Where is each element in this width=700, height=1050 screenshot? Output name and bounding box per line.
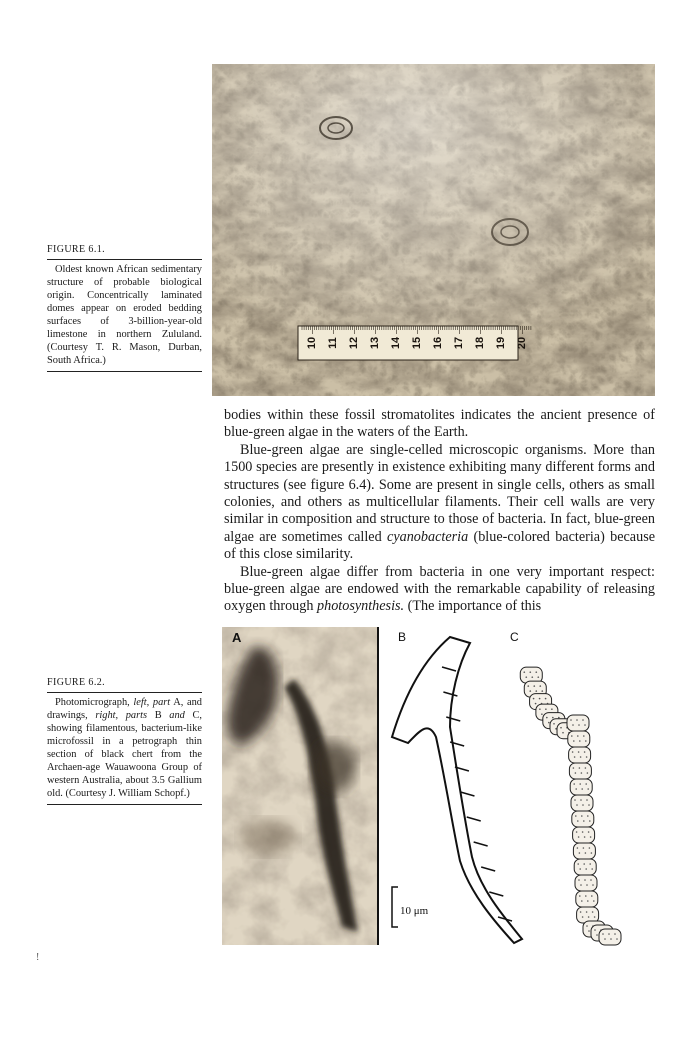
scale-tick-label: 11 (326, 337, 339, 349)
panel-a-photomicrograph (222, 627, 378, 945)
scale-tick-label: 12 (347, 336, 360, 350)
scale-tick-label: 14 (389, 336, 402, 350)
figure-caption-text: Photomicrograph, left, part A, and drawings, right, parts B and C, showing filamentous, bacterium-like microfossil in a petrograph thin section of black chert from the Archaen-age Wauawoona Group of western Australia, about 3.5 Gallium old. (Courtesy J. William Schopf.) (47, 693, 202, 805)
measuring-scale (298, 326, 531, 360)
panel-a-label: A (232, 630, 242, 645)
scale-tick-label: 18 (473, 336, 486, 350)
panel-c-drawing (510, 630, 621, 945)
panel-b-drawing (392, 630, 522, 943)
figure-label: FIGURE 6.2. (47, 677, 202, 693)
scale-bar (392, 887, 429, 927)
scale-tick-label: 13 (368, 336, 381, 350)
panel-b-label: B (398, 630, 407, 644)
figure-6-1-caption (47, 244, 202, 372)
paragraph: Blue-green algae are single-celled microscopic organisms. More than 1500 species are presently in existence exhibiting many different forms and structures (see figure 6.4). Some are present in single cells, others as small colonies, and others as multicellular filaments. Their cell walls are very similar in composition and structure to those of bacteria. In fact, blue-green algae are sometimes called cyanobacteria (blue-colored bacteria) because of this close similarity. (224, 441, 656, 563)
figure-6-2-caption (47, 677, 202, 805)
microfossil-figure (222, 627, 642, 947)
scale-tick-label: 16 (431, 336, 444, 350)
scale-tick-label: 17 (452, 336, 465, 350)
figure-caption-text: Oldest known African sedimentary structure of probable biological origin. Concentrically laminated domes appear on eroded bedding surfaces of 3-billion-year-old limestone in northern Zululand. (Courtesy T. R. Mason, Durban, South Africa.) (47, 260, 202, 372)
paragraph: bodies within these fossil stromatolites indicates the ancient presence of blue-green algae in the waters of the Earth. (224, 407, 655, 441)
scale-tick-label: 15 (410, 336, 423, 350)
scale-tick-label: 20 (515, 336, 528, 350)
body-text (224, 407, 655, 616)
term-cyanobacteria: cyanobacteria (387, 528, 469, 545)
stromatolite-photograph (212, 64, 655, 396)
margin-mark: ! (36, 952, 40, 963)
term-photosynthesis: photosynthesis. (317, 598, 405, 615)
panel-c-label: C (510, 630, 519, 644)
scale-tick-label: 10 (305, 336, 318, 350)
paragraph: Blue-green algae differ from bacteria in one very important respect: blue-green algae are endowed with the remarkable capability of releasing oxygen through photosynthesis. (The importance of this (224, 563, 655, 615)
figure-label: FIGURE 6.1. (47, 244, 202, 260)
scale-tick-label: 19 (494, 336, 507, 350)
scale-bar-label: 10 μm (400, 905, 429, 917)
